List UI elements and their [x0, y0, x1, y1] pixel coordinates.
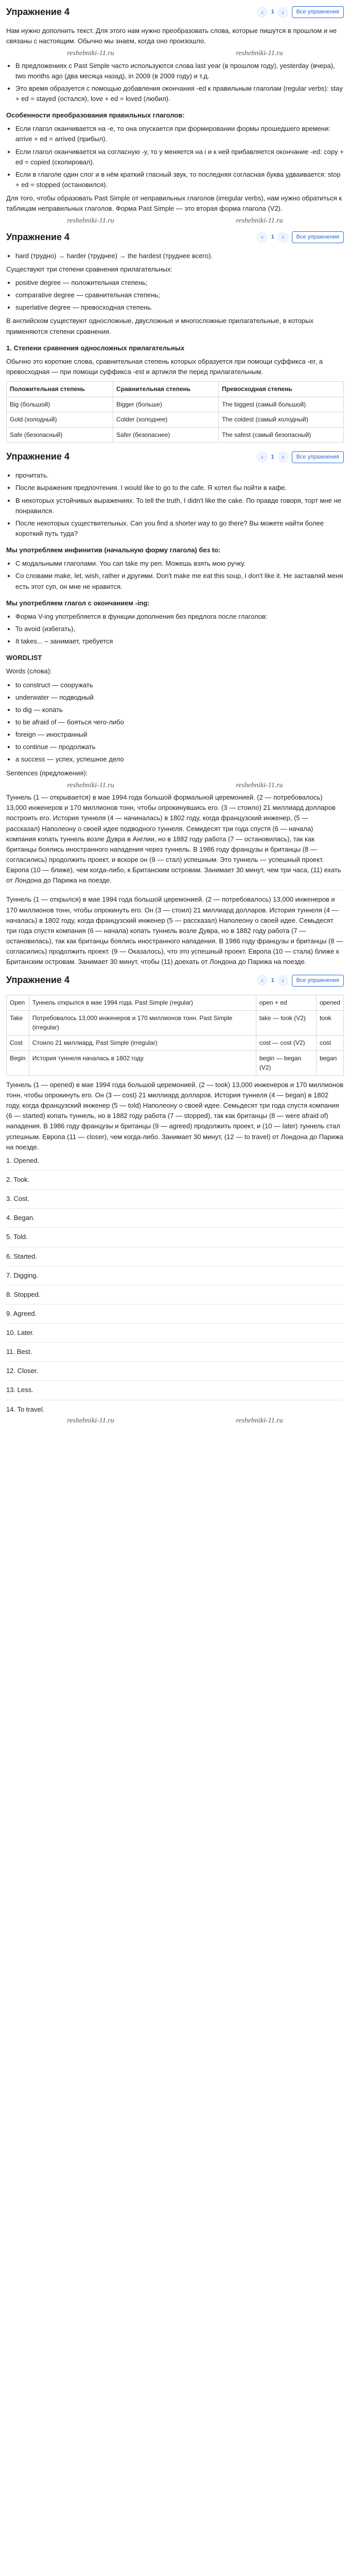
table-cell: Big (большой): [7, 397, 113, 412]
table-row: [7, 1050, 344, 1075]
divider: [6, 1170, 344, 1171]
list-item: • a success — успех, успешное дело: [15, 754, 344, 765]
table-cell: Colder (холоднее): [113, 412, 219, 428]
comparison-desc: Обычно это короткие слова, сравнительная степень которых образуется при помощи суффикса -er, а превосходная — при помощи суффикса -est и артикля the перед прилагательным.: [6, 357, 323, 376]
watermark: reshebniki-11.ru: [236, 1416, 283, 1425]
exercise-pager: [256, 231, 344, 243]
table-cell: История туннеля началась в 1802 году: [29, 1050, 256, 1075]
answer-item: 1. Opened.: [6, 1156, 40, 1164]
prev-arrow-icon[interactable]: ‹: [256, 7, 268, 18]
verb-table: [6, 995, 344, 1076]
table-cell: began: [316, 1050, 343, 1075]
table-cell: Стоило 21 миллиард. Past Simple (irregular): [29, 1036, 256, 1051]
page-number: 1: [271, 234, 274, 241]
answer-item: 6. Started.: [6, 1252, 37, 1260]
table-cell: Safe (безопасный): [7, 427, 113, 443]
list-item: • Форма V-ing употребляется в функции дополнения без предлога после глаголов:: [15, 612, 344, 622]
watermark: reshebniki-11.ru: [67, 781, 114, 789]
table-row: [7, 382, 344, 397]
final-text: Туннель (1 — opened) в мае 1994 года большой церемонией. (2 — took) 13,000 инженеров и 170 миллионов тонн, чтобы опрокинуть его. Он (3 — cost) 21 миллиард долларов. История туннеля (4 — began) в 1802 году, когда французский инженер (5 — told) Наполеону о своей идее. Семьдесят три года спустя компания (6 — started) копать туннель, но в 1882 году работа (7 — stopped), так как британцы (8 — were afraid of) нападения. В 1986 году французы и британцы (9 — agreed) продолжить проект, и (10 — later) туннель стал успешным. Европа (11 — closer), чем когда-либо. Занимает 30 минут, (12 — to travel) от Лондона до Парижа на поезде.: [6, 1080, 344, 1151]
list-item: • В некоторых устойчивых выражениях. To tell the truth, I didn't like the cake. По правде говоря, торт мне не понравился.: [15, 496, 344, 516]
list-item: • Со словами make, let, wish, rather и другими. Don't make me eat this soup, I don't like it. Не заставляй меня есть этот суп, он мне не нравится.: [15, 571, 344, 591]
comparison-note: В английском существуют односложные, двусложные и многосложные прилагательные, в которых применяются степени сравнения.: [6, 317, 313, 335]
page-number: 1: [271, 453, 274, 460]
exercise-title: Упражнение 4: [6, 7, 69, 17]
ing-heading: Мы употребляем глагол с окончанием -ing:: [6, 599, 150, 607]
list-item: • positive degree — положительная степень;: [15, 278, 344, 288]
table-cell: Cost: [7, 1036, 29, 1051]
exercise-header: [6, 2, 344, 23]
exercise-header: [6, 970, 344, 991]
watermark-row: [6, 782, 344, 789]
comparison-table: [6, 381, 344, 443]
watermark: reshebniki-11.ru: [67, 217, 114, 225]
bare-infinitive-list: [15, 558, 344, 591]
list-item: • It takes... – занимает, требуется: [15, 636, 344, 647]
all-exercises-button[interactable]: Все упражнения: [292, 975, 344, 987]
watermark: reshebniki-11.ru: [236, 49, 283, 58]
list-item: • to dig — копать: [15, 705, 344, 715]
list-item: • comparative degree — сравнительная степень;: [15, 290, 344, 300]
divider: [6, 1361, 344, 1362]
page: [0, 2, 350, 1425]
table-cell: Gold (холодный): [7, 412, 113, 428]
wordlist-sub: Words (слова):: [6, 667, 52, 675]
exercise-pager: [256, 6, 344, 18]
ing-list: [15, 612, 344, 647]
table-cell: cost — cost (V2): [256, 1036, 316, 1051]
table-cell: begin — began (V2): [256, 1050, 316, 1075]
table-header: Положительная степень: [7, 382, 113, 397]
table-cell: Потребовалось 13,000 инженеров и 170 миллионов тонн. Past Simple (irregular): [29, 1010, 256, 1035]
usage-list: [15, 470, 344, 539]
all-exercises-button[interactable]: Все упражнения: [292, 451, 344, 463]
divider: [6, 1189, 344, 1190]
answer-item: 2. Took.: [6, 1175, 30, 1183]
list-item: • С модальными глаголами. You can take my pen. Можешь взять мою ручку.: [15, 558, 344, 569]
table-cell: The safest (самый безопасный): [219, 427, 344, 443]
table-cell: open + ed: [256, 995, 316, 1011]
list-item: • прочитать.: [15, 470, 344, 481]
degrees-list: [15, 278, 344, 313]
answer-item: 3. Cost.: [6, 1195, 29, 1203]
table-row: [7, 995, 344, 1011]
answer-item: 4. Began.: [6, 1214, 35, 1222]
answer-item: 11. Best.: [6, 1348, 32, 1356]
exercise-title: Упражнение 4: [6, 451, 69, 462]
watermark: reshebniki-11.ru: [236, 781, 283, 789]
answer-item: 8. Stopped.: [6, 1290, 41, 1298]
divider: [6, 1342, 344, 1343]
answer-item: 14. To travel.: [6, 1405, 45, 1413]
watermark: reshebniki-11.ru: [67, 1416, 114, 1425]
answer-item: 10. Later.: [6, 1329, 34, 1337]
answer-item: 9. Agreed.: [6, 1309, 37, 1317]
exercise-pager: [256, 975, 344, 987]
list-item: • В предложениях с Past Simple часто используются слова last year (в прошлом году), yesterday (вчера), two months ago (два месяца назад), in 2009 (в 2009 году) и т.д.: [15, 61, 344, 81]
answers-list: [6, 1156, 344, 1415]
answer-item: 12. Closer.: [6, 1367, 39, 1375]
list-item: • to construct — сооружать: [15, 680, 344, 690]
sentences-heading: Sentences (предложения):: [6, 769, 88, 777]
bare-infinitive-heading: Мы употребляем инфинитив (начальную форму глагола) без to:: [6, 546, 221, 554]
answer-item: 13. Less.: [6, 1386, 33, 1394]
table-cell: take — took (V2): [256, 1010, 316, 1035]
watermark-row: [6, 49, 344, 57]
divider: [6, 1227, 344, 1228]
exercise-title: Упражнение 4: [6, 231, 69, 242]
watermark-row: [6, 217, 344, 225]
list-item: • to be afraid of — бояться чего-либо: [15, 717, 344, 727]
next-arrow-icon[interactable]: ›: [277, 451, 289, 463]
list-item: • После выражения предпочтения. I would like to go to the cafe. Я хотел бы пойти в кафе.: [15, 483, 344, 493]
table-cell: The coldest (самый холодный): [219, 412, 344, 428]
answer-item: 7. Digging.: [6, 1271, 39, 1279]
wordlist-list: [15, 680, 344, 765]
list-item: • To avoid (избегать),: [15, 624, 344, 634]
next-arrow-icon[interactable]: ›: [277, 975, 289, 986]
list-item: • После некоторых существительных. Can you find a shorter way to go there? Вы можете найти более короткий путь туда?: [15, 518, 344, 539]
next-arrow-icon[interactable]: ›: [277, 7, 289, 18]
table-header: Сравнительная степень: [113, 382, 219, 397]
tunnel-text: Туннель (1 — открывается) в мае 1994 года большой формальной церемонией. (2 — потребовалось) 13,000 инженеров и 170 миллионов тонн, чтобы опрокинувшись его. (3 — стоило) 21 миллиард долларов построить его. История туннеля (4 — начиналась) в 1802 году, когда французский инженер, (5 — рассказал) Наполеону о своей идее подводного туннеля. Семидесят три года спустя (6 — начала) компания копать туннель возле Дувра в Англии, но в 1882 году работа (7 — остановилась), так как британцы боялись иностранного нападения через туннель. В 1986 году французы и британцы (8 — согласились) продолжить проект, и вскоре он (9 — стал) успешным. Это туннель — успешный проект. Европа (10 — ближе), чем когда-либо, к Британским островам. Занимает 30 минут, чем три часа, (11) ехать от Лондона до Парижа на поезде.: [6, 793, 341, 885]
prev-arrow-icon[interactable]: ‹: [256, 975, 268, 986]
list-item: • Если глагол оканчивается на согласную -y, то у меняется на i и к ней прибавляется окончание -ed: copy + ed = copied (скопировал).: [15, 147, 344, 167]
spelling-list: [15, 124, 344, 190]
table-cell: Туннель открылся в мае 1994 года. Past Simple (regular): [29, 995, 256, 1011]
table-cell: Begin: [7, 1050, 29, 1075]
exercise-header: [6, 227, 344, 248]
intro-text: Нам нужно дополнить текст. Для этого нам нужно преобразовать слова, которые пишутся в прошлом и не связаны с настоящим. Обычно мы знаем, когда оно произошло.: [6, 26, 337, 45]
all-exercises-button[interactable]: Все упражнения: [292, 231, 344, 243]
wordlist-heading: WORDLIST: [6, 654, 42, 662]
table-row: [7, 412, 344, 428]
comparison-intro-list: [15, 251, 344, 261]
table-cell: Safer (безопаснее): [113, 427, 219, 443]
exercise-title: Упражнение 4: [6, 975, 69, 986]
list-item: • Если в глаголе один слог и в нём краткий гласный звук, то последняя согласная буква удваивается: stop + ed = stopped (остановился).: [15, 170, 344, 190]
table-cell: Open: [7, 995, 29, 1011]
list-item: • Если глагол оканчивается на -e, то она опускается при формировании формы прошедшего времени: arrive + ed = arrived (прибыл).: [15, 124, 344, 144]
prev-arrow-icon[interactable]: ‹: [256, 232, 268, 243]
list-item: • Это время образуется с помощью добавления окончания -ed к правильным глаголам (regular verbs): stay + ed = stayed (остался), love + ed = loved (любил).: [15, 83, 344, 104]
spelling-heading: Особенности преобразования правильных глаголов:: [6, 111, 185, 120]
table-cell: opened: [316, 995, 343, 1011]
watermark: reshebniki-11.ru: [236, 217, 283, 225]
table-cell: Bigger (больше): [113, 397, 219, 412]
page-number: 1: [271, 9, 274, 15]
prev-arrow-icon[interactable]: ‹: [256, 451, 268, 463]
exercise-pager: [256, 451, 344, 463]
answer-item: 5. Told.: [6, 1233, 28, 1241]
table-cell: The biggest (самый большой): [219, 397, 344, 412]
past-simple-list: [15, 61, 344, 105]
table-row: [7, 427, 344, 443]
list-item: • superlative degree — превосходная степень.: [15, 302, 344, 313]
irregular-note: Для того, чтобы образовать Past Simple от неправильных глаголов (irregular verbs), нам нужно обратиться к таблицам неправильных глаголов. Форма Past Simple — это вторая форма глагола (V2).: [6, 194, 342, 213]
exercise-header: [6, 447, 344, 467]
table-cell: cost: [316, 1036, 343, 1051]
table-cell: took: [316, 1010, 343, 1035]
next-arrow-icon[interactable]: ›: [277, 232, 289, 243]
divider: [6, 1323, 344, 1324]
page-number: 1: [271, 977, 274, 984]
list-item: • hard (трудно) → harder (труднее) → the hardest (труднее всего).: [15, 251, 344, 261]
table-row: [7, 1036, 344, 1051]
tunnel-text-2: Туннель (1 — открылся) в мае 1994 года большой церемонией. (2 — потребовалось) 13,000 инженеров и 170 миллионов тонн, чтобы опрокинуть его. Он (3 — стоил) 21 миллиард долларов. История туннеля (4 — началась) в 1802 году, когда французский инженер (5 — рассказал) Наполеону о своей идее. Семьдесят три года спустя компания (6 — начала) копать туннель возле Дувра, но в 1882 году работа (7 — остановилась), так как британцы боялись иностранного нападения. В 1986 году французы и британцы (8 — согласились) продолжить проект. (9 — Оказалось), что это успешный проект. Европа (10 — стала) ближе к Британским островам. Занимает 30 минут, чтобы (11) доехать от Лондона до Парижа на поезде.: [6, 895, 343, 966]
table-cell: Take: [7, 1010, 29, 1035]
watermark: reshebniki-11.ru: [67, 49, 114, 58]
watermark-row: [6, 1417, 344, 1425]
all-exercises-button[interactable]: Все упражнения: [292, 6, 344, 18]
divider: [6, 1208, 344, 1209]
comparison-degrees-intro: Существуют три степени сравнения прилагательных:: [6, 265, 172, 273]
divider: [6, 1380, 344, 1381]
list-item: • foreign — иностранный: [15, 730, 344, 740]
list-item: • underwater — подводный: [15, 692, 344, 703]
table-row: [7, 397, 344, 412]
table-header: Превосходная степень: [219, 382, 344, 397]
list-item: • to continue — продолжать: [15, 742, 344, 752]
comparison-subheading: 1. Степени сравнения односложных прилагательных: [6, 344, 185, 352]
table-row: [7, 1010, 344, 1035]
